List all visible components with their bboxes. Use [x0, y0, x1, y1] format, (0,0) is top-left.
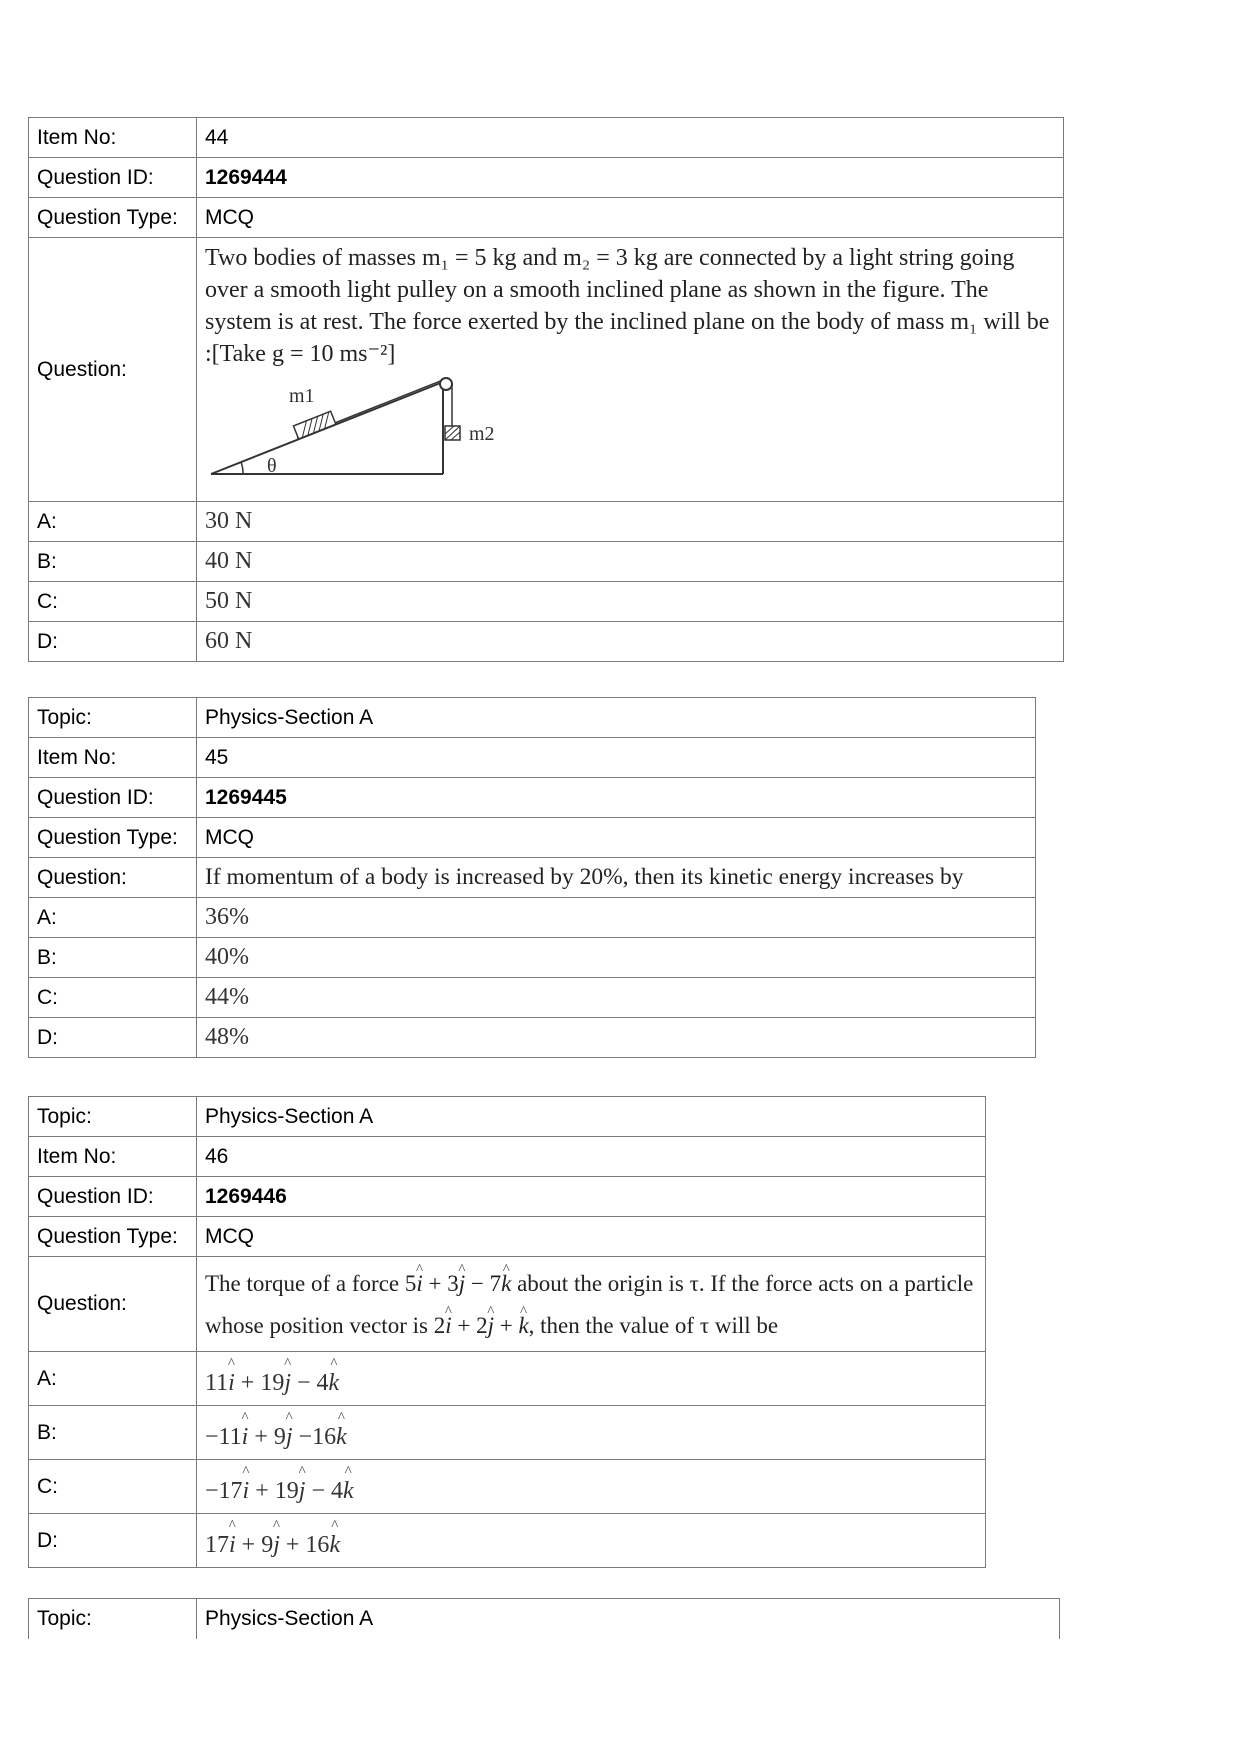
unit-vector-k: ^ k	[501, 1263, 511, 1305]
option-d-value	[197, 1514, 986, 1568]
question-id-value: 1269446	[197, 1177, 986, 1217]
coef-k: − 4	[291, 1370, 329, 1396]
unit-vector-k: ^ k	[336, 1424, 347, 1451]
question-id-label: Question ID:	[29, 158, 197, 198]
item-no-value: 45	[197, 738, 1036, 778]
item-no-value: 46	[197, 1137, 986, 1177]
option-b-value: 40%	[197, 938, 1036, 978]
item-no-label: Item No:	[29, 738, 197, 778]
option-d-value: 48%	[197, 1018, 1036, 1058]
option-a-value: 30 N	[197, 502, 1064, 542]
option-c-value: 50 N	[197, 582, 1064, 622]
m1-label: m1	[289, 385, 315, 407]
unit-vector-j: ^ j	[286, 1424, 293, 1451]
topic-label: Topic:	[29, 698, 197, 738]
unit-vector-i: ^ i	[416, 1263, 422, 1305]
option-c-value	[197, 1460, 986, 1514]
question-text-part-1: The torque of a force	[205, 1271, 405, 1296]
unit-vector-j: ^ j	[284, 1370, 291, 1397]
topic-label: Topic:	[29, 1599, 197, 1639]
unit-vector-i: ^ i	[229, 1532, 236, 1559]
option-a-label: A:	[29, 898, 197, 938]
force-coef-j: + 3	[422, 1271, 459, 1296]
coef-i: 11	[205, 1370, 229, 1396]
option-a-value	[197, 1352, 986, 1406]
question-table-45	[28, 697, 1036, 1058]
coef-j: + 9	[235, 1532, 274, 1558]
unit-vector-k: ^ k	[518, 1305, 528, 1347]
topic-value: Physics-Section A	[197, 698, 1036, 738]
option-a-value: 36%	[197, 898, 1036, 938]
force-coef-k: − 7	[465, 1271, 502, 1296]
option-b-label: B:	[29, 1406, 197, 1460]
position-coef-k: +	[493, 1313, 519, 1338]
option-c-label: C:	[29, 1460, 197, 1514]
topic-label: Topic:	[29, 1097, 197, 1137]
unit-vector-j: ^ j	[488, 1305, 494, 1347]
question-table-44	[28, 117, 1064, 662]
theta-label: θ	[267, 455, 277, 477]
question-cell	[197, 238, 1064, 502]
m2-label: m2	[469, 423, 495, 445]
coef-j: + 9	[248, 1424, 286, 1450]
item-no-label: Item No:	[29, 1137, 197, 1177]
option-b-value: 40 N	[197, 542, 1064, 582]
topic-value: Physics-Section A	[197, 1097, 986, 1137]
unit-vector-j: ^ j	[273, 1532, 280, 1559]
option-a-label: A:	[29, 1352, 197, 1406]
coef-i: 17	[205, 1532, 229, 1558]
unit-vector-i: ^ i	[445, 1305, 451, 1347]
unit-vector-i: ^ i	[243, 1478, 250, 1505]
question-text: Two bodies of masses m₁ = 5 kg and m₂ = 3 kg are connected by a light string going over a smooth light pulley on a smooth inclined plane as shown in the figure. The system is at rest. The force exerted by the inclined plane on the body of mass m₁ will be :[Take g = 10 ms⁻²]	[205, 245, 1050, 367]
question-id-label: Question ID:	[29, 778, 197, 818]
question-table-46	[28, 1096, 986, 1568]
unit-vector-i: ^ i	[228, 1370, 235, 1397]
question-type-label: Question Type:	[29, 1217, 197, 1257]
question-type-label: Question Type:	[29, 198, 197, 238]
coef-j: + 19	[249, 1478, 299, 1504]
option-a-label: A:	[29, 502, 197, 542]
coef-j: + 19	[234, 1370, 285, 1396]
unit-vector-j: ^ j	[299, 1478, 306, 1505]
coef-k: − 4	[305, 1478, 343, 1504]
question-type-value: MCQ	[197, 818, 1036, 858]
option-d-label: D:	[29, 1514, 197, 1568]
option-c-label: C:	[29, 978, 197, 1018]
position-coef-j: + 2	[451, 1313, 488, 1338]
coef-k: + 16	[279, 1532, 330, 1558]
topic-value: Physics-Section A	[197, 1599, 1060, 1639]
inclined-plane-figure	[205, 374, 505, 484]
option-c-label: C:	[29, 582, 197, 622]
question-label: Question:	[29, 858, 197, 898]
coef-k: −16	[292, 1424, 337, 1450]
question-id-value: 1269445	[197, 778, 1036, 818]
question-type-label: Question Type:	[29, 818, 197, 858]
question-table-47	[28, 1598, 1060, 1639]
option-b-value	[197, 1406, 986, 1460]
item-no-value: 44	[197, 118, 1064, 158]
item-no-label: Item No:	[29, 118, 197, 158]
option-d-label: D:	[29, 622, 197, 662]
question-label: Question:	[29, 1257, 197, 1352]
option-b-label: B:	[29, 938, 197, 978]
question-text	[197, 1257, 986, 1352]
option-b-label: B:	[29, 542, 197, 582]
question-type-value: MCQ	[197, 1217, 986, 1257]
position-coef-i: 2	[433, 1313, 446, 1338]
coef-i: −17	[205, 1478, 243, 1504]
question-text: If momentum of a body is increased by 20%, then its kinetic energy increases by	[197, 858, 1036, 898]
force-vector	[405, 1271, 511, 1296]
option-d-value: 60 N	[197, 622, 1064, 662]
question-label: Question:	[29, 238, 197, 502]
unit-vector-i: ^ i	[242, 1424, 249, 1451]
force-coef-i: 5	[404, 1271, 417, 1296]
option-c-value: 44%	[197, 978, 1036, 1018]
unit-vector-k: ^ k	[343, 1478, 354, 1505]
unit-vector-k: ^ k	[329, 1370, 340, 1397]
question-id-label: Question ID:	[29, 1177, 197, 1217]
unit-vector-k: ^ k	[329, 1532, 340, 1559]
position-vector	[434, 1313, 529, 1338]
question-id-value: 1269444	[197, 158, 1064, 198]
unit-vector-j: ^ j	[459, 1263, 465, 1305]
question-text-part-3: , then the value of τ will be	[528, 1313, 779, 1338]
question-type-value: MCQ	[197, 198, 1064, 238]
question-text-part-2: about the origin is τ. If the force acts on a particle whose position vector is	[205, 1271, 974, 1338]
coef-i: −11	[205, 1424, 242, 1450]
option-d-label: D:	[29, 1018, 197, 1058]
